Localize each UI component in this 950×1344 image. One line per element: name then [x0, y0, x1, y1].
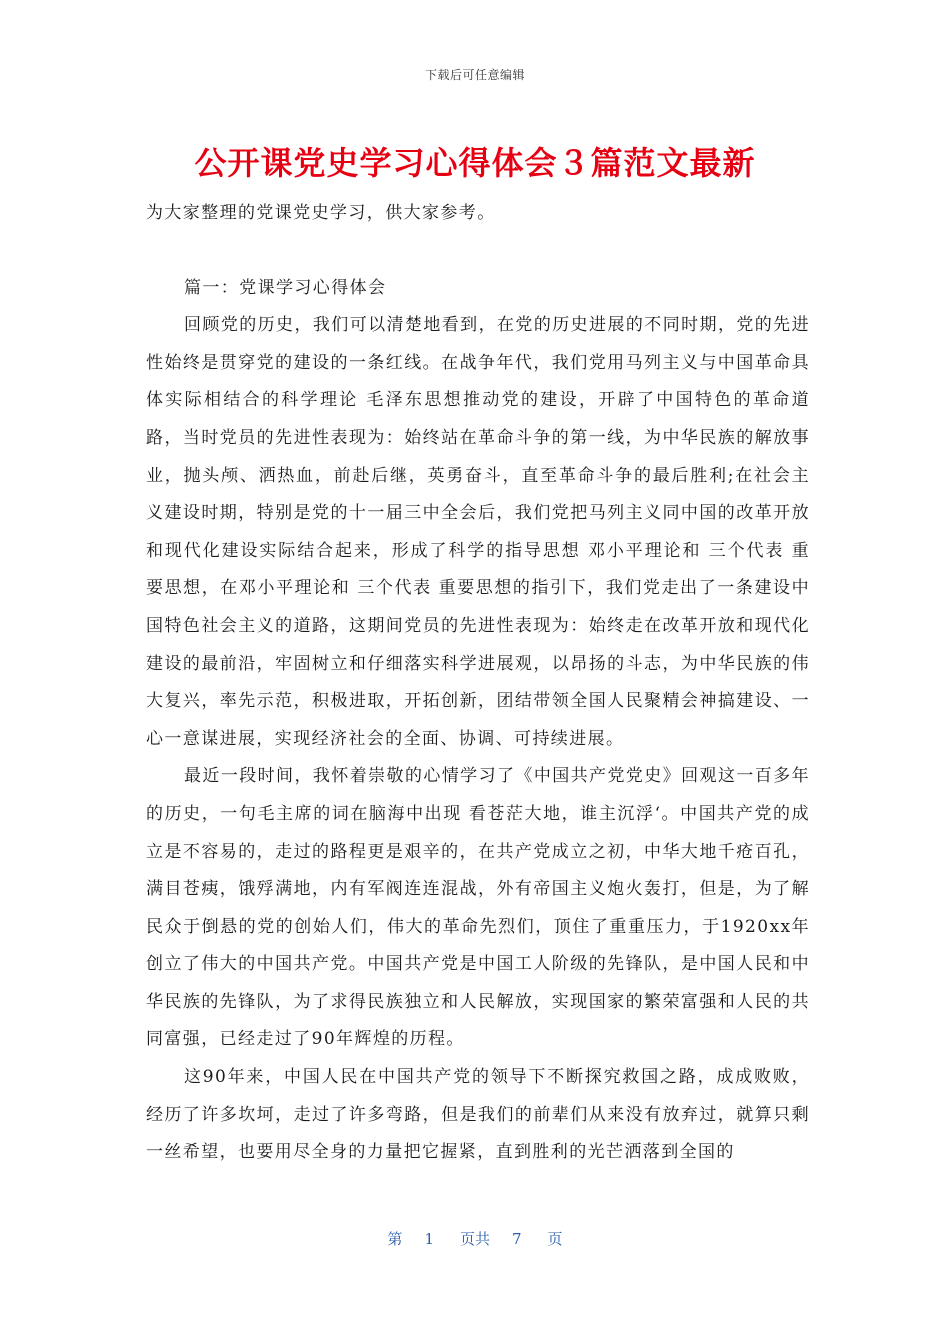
intro-paragraph: 为大家整理的党课党史学习，供大家参考。 [146, 203, 496, 223]
section-heading: 篇一：党课学习心得体会 [184, 277, 387, 298]
footer-current-page: 1 [424, 1230, 434, 1248]
footer-prefix: 第 [387, 1230, 403, 1248]
paragraph-spacer [146, 233, 810, 270]
footer-total-pages: 7 [512, 1230, 522, 1248]
body-paragraph: 这90年来，中国人民在中国共产党的领导下不断探究救国之路，成成败败，经历了许多坎坷，走过了许多弯路，但是我们的前辈们从来没有放弃过，就算只剩一丝希望，也要用尽全身的力量把它握紧，直到胜利的光芒洒落到全国的 [146, 1067, 810, 1163]
header-note: 下载后可任意编辑 [424, 68, 525, 82]
body-paragraph: 回顾党的历史，我们可以清楚地看到，在党的历史进展的不同时期，党的先进性始终是贯穿党的建设的一条红线。在战争年代，我们党用马列主义与中国革命具体实际相结合的科学理论 毛泽东思想推动党的建设，开辟了中国特色的革命道路，当时党员的先进性表现为：始终站在革命斗争的第一线，为中华民族的解放事业，抛头颅、洒热血，前赴后继，英勇奋斗，直至革命斗争的最后胜利;在社会主义建设时期，特别是党的十一届三中全会后，我们党把马列主义同中国的改革开放和现代化建设实际结合起来，形成了科学的指导思想 邓小平理论和 三个代表 重要思想，在邓小平理论和 三个代表 重要思想的指引下，我们党走出了一条建设中国特色社会主义的道路，这期间党员的先进性表现为：始终走在改革开放和现代化建设的最前沿，牢固树立和仔细落实科学进展观，以昂扬的斗志，为中华民族的伟大复兴，率先示范，积极进取，开拓创新，团结带领全国人民聚精会神搞建设、一心一意谋进展，实现经济社会的全面、协调、可持续进展。 [146, 315, 810, 749]
footer-suffix: 页 [547, 1230, 563, 1248]
document-title: 公开课党史学习心得体会３篇范文最新 [194, 144, 756, 182]
document-body [146, 195, 810, 1172]
page-footer [0, 1228, 950, 1249]
body-paragraph: 最近一段时间，我怀着崇敬的心情学习了《中国共产党党史》回观这一百多年的历史，一句毛主席的词在脑海中出现 看苍茫大地，谁主沉浮‘。中国共产党的成立是不容易的，走过的路程更是艰辛的，在共产党成立之初，中华大地千疮百孔，满目苍痍，饿殍满地，内有军阀连连混战，外有帝国主义炮火轰打，但是，为了解民众于倒悬的党的创始人们，伟大的革命先烈们，顶住了重重压力，于1920xx年创立了伟大的中国共产党。中国共产党是中国工人阶级的先锋队，是中国人民和中华民族的先锋队，为了求得民族独立和人民解放，实现国家的繁荣富强和人民的共同富强，已经走过了90年辉煌的历程。 [146, 766, 810, 1050]
footer-middle: 页共 [459, 1230, 490, 1248]
